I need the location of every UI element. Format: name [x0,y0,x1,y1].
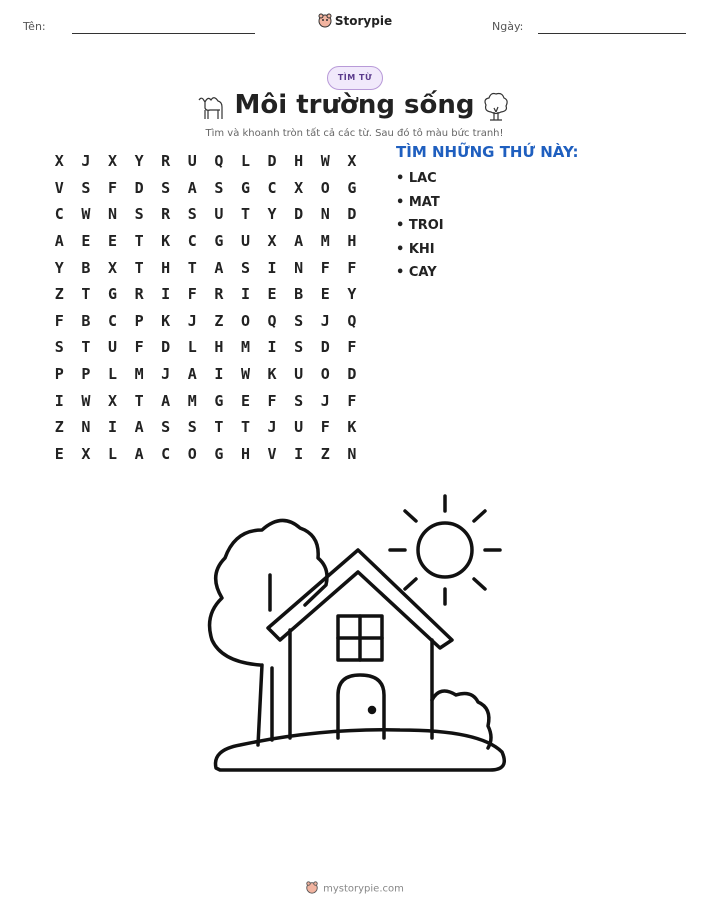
grid-row [46,387,365,414]
grid-letter[interactable]: D [347,205,357,224]
grid-letter[interactable]: I [294,444,304,463]
grid-row [46,175,365,202]
grid-letter[interactable]: O [320,365,330,384]
grid-letter[interactable]: S [54,338,64,357]
grid-letter[interactable]: T [81,338,91,357]
activity-badge: TÌM TỪ [327,66,383,90]
name-label: Tên: [23,20,46,33]
grid-letter[interactable]: N [107,205,117,224]
grid-letter[interactable]: E [54,444,64,463]
grid-letter[interactable]: S [81,178,91,197]
tree-icon [482,90,510,126]
grid-letter[interactable]: X [107,258,117,277]
grid-letter[interactable]: C [267,178,277,197]
grid-letter[interactable]: S [187,205,197,224]
grid-letter[interactable]: I [161,285,171,304]
grid-letter[interactable]: B [81,258,91,277]
grid-letter[interactable]: S [187,418,197,437]
grid-letter[interactable]: M [320,232,330,251]
grid-letter[interactable]: O [240,311,250,330]
grid-letter[interactable]: N [294,258,304,277]
footer-link[interactable]: mystorypie.com [323,883,404,895]
grid-letter[interactable]: H [240,444,250,463]
grid-letter[interactable]: A [161,391,171,410]
grid-row [46,361,365,388]
grid-letter[interactable]: S [134,205,144,224]
grid-row [46,441,365,468]
grid-row [46,148,365,175]
grid-letter[interactable]: P [134,311,144,330]
grid-row [46,414,365,441]
grid-letter[interactable]: Q [347,311,357,330]
grid-letter[interactable]: X [81,444,91,463]
page-title: Môi trường sống [234,90,475,120]
grid-letter[interactable]: L [107,365,117,384]
grid-letter[interactable]: F [320,258,330,277]
grid-letter[interactable]: L [107,444,117,463]
grid-letter[interactable]: A [54,232,64,251]
grid-letter[interactable]: S [214,178,224,197]
word-item: • TROI [396,218,444,233]
grid-letter[interactable]: O [320,178,330,197]
grid-letter[interactable]: W [81,391,91,410]
grid-letter[interactable]: F [187,285,197,304]
grid-letter[interactable]: K [267,365,277,384]
grid-letter[interactable]: I [267,338,277,357]
grid-letter[interactable]: I [267,258,277,277]
grid-letter[interactable]: T [134,258,144,277]
grid-letter[interactable]: U [107,338,117,357]
date-field[interactable] [538,33,686,34]
grid-letter[interactable]: A [214,258,224,277]
grid-letter[interactable]: I [54,391,64,410]
grid-letter[interactable]: T [240,205,250,224]
grid-letter[interactable]: D [347,365,357,384]
grid-letter[interactable]: U [187,152,197,171]
grid-letter[interactable]: R [161,205,171,224]
grid-letter[interactable]: U [294,365,304,384]
grid-letter[interactable]: E [267,285,277,304]
word-list-heading: TÌM NHỮNG THỨ NÀY: [396,143,579,161]
grid-letter[interactable]: A [187,178,197,197]
word-list [396,143,579,289]
grid-letter[interactable]: G [214,391,224,410]
grid-letter[interactable]: I [214,365,224,384]
grid-letter[interactable]: J [320,391,330,410]
grid-letter[interactable]: D [294,205,304,224]
grid-letter[interactable]: V [267,444,277,463]
grid-letter[interactable]: J [187,311,197,330]
grid-letter[interactable]: D [161,338,171,357]
grid-letter[interactable]: C [187,232,197,251]
grid-letter[interactable]: G [347,178,357,197]
grid-letter[interactable]: E [81,232,91,251]
grid-letter[interactable]: Y [267,205,277,224]
grid-letter[interactable]: X [54,152,64,171]
grid-letter[interactable]: S [294,391,304,410]
grid-letter[interactable]: Q [267,311,277,330]
grid-letter[interactable]: Z [214,311,224,330]
grid-letter[interactable]: Z [54,418,64,437]
date-label: Ngày: [492,20,524,33]
grid-letter[interactable]: Z [54,285,64,304]
word-item: • CAY [396,265,437,280]
grid-letter[interactable]: T [240,418,250,437]
grid-letter[interactable]: U [294,418,304,437]
grid-letter[interactable]: B [81,311,91,330]
grid-letter[interactable]: V [54,178,64,197]
grid-letter[interactable]: R [214,285,224,304]
grid-letter[interactable]: C [107,311,117,330]
grid-letter[interactable]: L [240,152,250,171]
grid-row [46,308,365,335]
grid-letter[interactable]: F [54,311,64,330]
grid-letter[interactable]: G [214,232,224,251]
instructions: Tìm và khoanh tròn tất cả các từ. Sau đó tô màu bức tranh! [205,128,504,139]
grid-letter[interactable]: K [161,311,171,330]
grid-letter[interactable]: D [320,338,330,357]
grid-letter[interactable]: W [320,152,330,171]
grid-letter[interactable]: N [320,205,330,224]
grid-letter[interactable]: X [107,152,117,171]
grid-letter[interactable]: J [320,311,330,330]
grid-letter[interactable]: S [161,178,171,197]
grid-letter[interactable]: F [347,391,357,410]
grid-letter[interactable]: J [81,152,91,171]
grid-letter[interactable]: J [267,418,277,437]
grid-letter[interactable]: J [161,365,171,384]
grid-letter[interactable]: T [134,232,144,251]
grid-row [46,254,365,281]
grid-letter[interactable]: X [267,232,277,251]
grid-letter[interactable]: P [81,365,91,384]
grid-letter[interactable]: I [240,285,250,304]
grid-letter[interactable]: L [187,338,197,357]
grid-letter[interactable]: Q [214,152,224,171]
grid-letter[interactable]: T [187,258,197,277]
grid-letter[interactable]: A [187,365,197,384]
grid-row [46,201,365,228]
grid-letter[interactable]: E [240,391,250,410]
grid-letter[interactable]: F [107,178,117,197]
footer [0,880,709,897]
grid-letter[interactable]: X [347,152,357,171]
grid-letter[interactable]: W [81,205,91,224]
grid-letter[interactable]: G [240,178,250,197]
grid-letter[interactable]: R [134,285,144,304]
grid-letter[interactable]: S [294,338,304,357]
grid-letter[interactable]: E [107,232,117,251]
grid-letter[interactable]: D [267,152,277,171]
grid-letter[interactable]: O [187,444,197,463]
grid-letter[interactable]: G [214,444,224,463]
word-item: • MAT [396,194,440,210]
grid-letter[interactable]: T [81,285,91,304]
grid-letter[interactable]: A [134,418,144,437]
name-field[interactable] [72,33,255,34]
grid-row [46,228,365,255]
grid-letter[interactable]: A [294,232,304,251]
grid-letter[interactable]: T [134,391,144,410]
grid-letter[interactable]: T [214,418,224,437]
grid-letter[interactable]: S [240,258,250,277]
grid-letter[interactable]: Y [134,152,144,171]
grid-letter[interactable]: X [294,178,304,197]
grid-letter[interactable]: D [134,178,144,197]
grid-letter[interactable]: I [107,418,117,437]
storypie-footer-logo-icon [305,880,319,897]
grid-letter[interactable]: M [187,391,197,410]
word-item: • KHI [396,241,435,257]
brand [0,12,709,31]
word-search-grid[interactable] [46,148,365,467]
grid-letter[interactable]: F [267,391,277,410]
grid-letter[interactable]: G [107,285,117,304]
grid-letter[interactable]: F [347,258,357,277]
grid-letter[interactable]: A [134,444,144,463]
word-item: • LAC [396,171,437,186]
grid-letter[interactable]: B [294,285,304,304]
grid-letter[interactable]: F [134,338,144,357]
grid-letter[interactable]: Z [320,444,330,463]
grid-letter[interactable]: N [81,418,91,437]
house-tree-sun-illustration[interactable] [200,490,520,784]
grid-letter[interactable]: N [347,444,357,463]
grid-letter[interactable]: U [240,232,250,251]
grid-letter[interactable]: Y [347,285,357,304]
grid-letter[interactable]: U [214,205,224,224]
grid-letter[interactable]: P [54,365,64,384]
grid-letter[interactable]: H [294,152,304,171]
grid-letter[interactable]: Y [54,258,64,277]
grid-letter[interactable]: C [161,444,171,463]
grid-letter[interactable]: H [347,232,357,251]
grid-letter[interactable]: C [54,205,64,224]
grid-letter[interactable]: H [161,258,171,277]
grid-letter[interactable]: X [107,391,117,410]
grid-letter[interactable]: M [134,365,144,384]
brand-name: Storypie [334,14,393,28]
grid-row [46,334,365,361]
storypie-logo-icon [317,12,333,31]
grid-row [46,281,365,308]
grid-letter[interactable]: K [347,418,357,437]
grid-letter[interactable]: H [214,338,224,357]
grid-letter[interactable]: M [240,338,250,357]
grid-letter[interactable]: K [161,232,171,251]
grid-letter[interactable]: F [320,418,330,437]
grid-letter[interactable]: S [294,311,304,330]
grid-letter[interactable]: S [161,418,171,437]
grid-letter[interactable]: E [320,285,330,304]
grid-letter[interactable]: F [347,338,357,357]
grid-letter[interactable]: W [240,365,250,384]
grid-letter[interactable]: R [161,152,171,171]
